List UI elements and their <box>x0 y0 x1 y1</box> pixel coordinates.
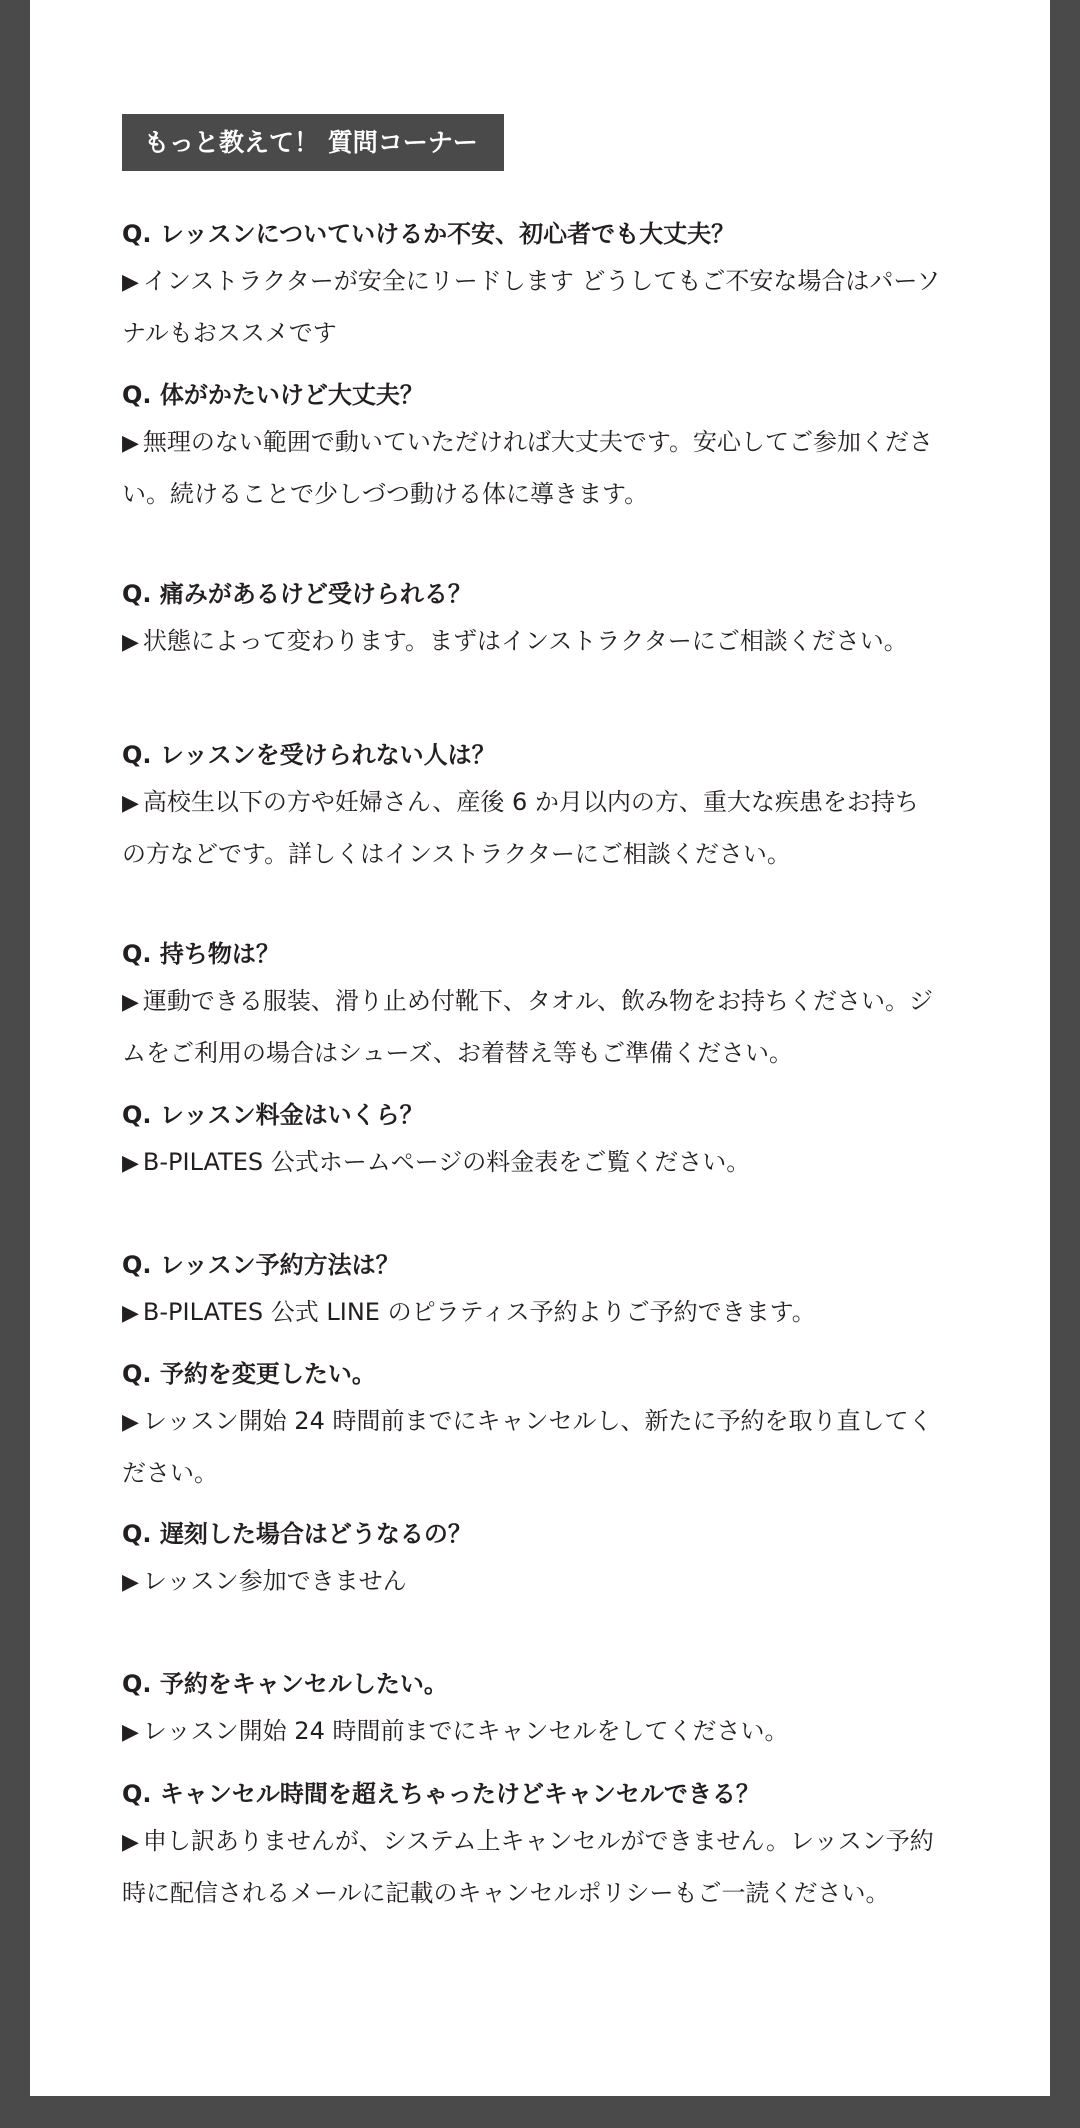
faq-question: Q. 予約を変更したい。 <box>122 1360 376 1388</box>
faq-answer <box>122 1137 942 1189</box>
faq-answer <box>122 1287 942 1339</box>
faq-question: Q. レッスンについていけるか不安、初心者でも大丈夫？ <box>122 220 736 248</box>
triangle-right-icon: ▶ <box>122 1410 139 1435</box>
faq-item-8 <box>122 1352 942 1498</box>
faq-question: Q. レッスン予約方法は？ <box>122 1251 400 1279</box>
faq-answer-text: 状態によって変わります。まずはインストラクターにご相談ください。 <box>142 627 908 655</box>
faq-question: Q. レッスン料金はいくら？ <box>122 1101 424 1129</box>
faq-answer <box>122 616 942 668</box>
triangle-right-icon: ▶ <box>122 630 139 655</box>
faq-answer <box>122 256 942 358</box>
faq-answer <box>122 1706 942 1758</box>
faq-item-10 <box>122 1662 942 1758</box>
triangle-right-icon: ▶ <box>122 1151 139 1176</box>
faq-answer-text: レッスン開始 24 時間前までにキャンセルし、新たに予約を取り直してください。 <box>122 1407 933 1487</box>
faq-answer-text: B-PILATES 公式ホームページの料金表をご覧ください。 <box>142 1148 751 1176</box>
faq-question: Q. キャンセル時間を超えちゃったけどキャンセルできる？ <box>122 1780 760 1808</box>
faq-question: Q. 遅刻した場合はどうなるの？ <box>122 1520 472 1548</box>
faq-answer-text: B-PILATES 公式 LINE のピラティス予約よりご予約できます。 <box>142 1298 816 1326</box>
faq-item-6 <box>122 1093 942 1189</box>
faq-answer <box>122 1396 942 1498</box>
triangle-right-icon: ▶ <box>122 1720 139 1745</box>
section-title: もっと教えて！ 質問コーナー <box>122 114 504 171</box>
faq-answer-text: 無理のない範囲で動いていただければ大丈夫です。安心してご参加ください。続けることで少しづつ動ける体に導きます。 <box>122 428 933 508</box>
faq-item-3 <box>122 572 942 668</box>
faq-answer <box>122 1556 942 1608</box>
triangle-right-icon: ▶ <box>122 270 139 295</box>
faq-item-7 <box>122 1243 942 1339</box>
faq-answer <box>122 777 942 879</box>
faq-item-4 <box>122 733 942 879</box>
faq-question: Q. 持ち物は？ <box>122 940 280 968</box>
triangle-right-icon: ▶ <box>122 1570 139 1595</box>
triangle-right-icon: ▶ <box>122 1301 139 1326</box>
faq-answer-text: レッスン参加できません <box>142 1567 407 1595</box>
faq-question: Q. 予約をキャンセルしたい。 <box>122 1670 448 1698</box>
faq-item-11 <box>122 1772 942 1918</box>
triangle-right-icon: ▶ <box>122 791 139 816</box>
faq-item-9 <box>122 1512 942 1608</box>
faq-answer-text: 申し訳ありませんが、システム上キャンセルができません。レッスン予約時に配信されるメールに記載のキャンセルポリシーもご一読ください。 <box>122 1827 934 1907</box>
triangle-right-icon: ▶ <box>122 1830 139 1855</box>
faq-answer-text: 高校生以下の方や妊婦さん、産後 6 か月以内の方、重大な疾患をお持ちの方などです。詳しくはインストラクターにご相談ください。 <box>122 788 919 868</box>
faq-answer <box>122 976 942 1078</box>
faq-answer-text: 運動できる服装、滑り止め付靴下、タオル、飲み物をお持ちください。ジムをご利用の場合はシューズ、お着替え等もご準備ください。 <box>122 987 933 1067</box>
faq-answer-text: レッスン開始 24 時間前までにキャンセルをしてください。 <box>142 1717 789 1745</box>
faq-question: Q. 体がかたいけど大丈夫？ <box>122 381 424 409</box>
faq-item-2 <box>122 373 942 519</box>
faq-question: Q. レッスンを受けられない人は？ <box>122 741 496 769</box>
faq-answer-text: インストラクターが安全にリードします どうしてもご不安な場合はパーソナルもおススメです <box>122 267 941 347</box>
triangle-right-icon: ▶ <box>122 431 139 456</box>
faq-answer <box>122 417 942 519</box>
faq-item-1 <box>122 212 942 358</box>
faq-answer <box>122 1816 942 1918</box>
triangle-right-icon: ▶ <box>122 990 139 1015</box>
faq-question: Q. 痛みがあるけど受けられる？ <box>122 580 472 608</box>
faq-item-5 <box>122 932 942 1078</box>
